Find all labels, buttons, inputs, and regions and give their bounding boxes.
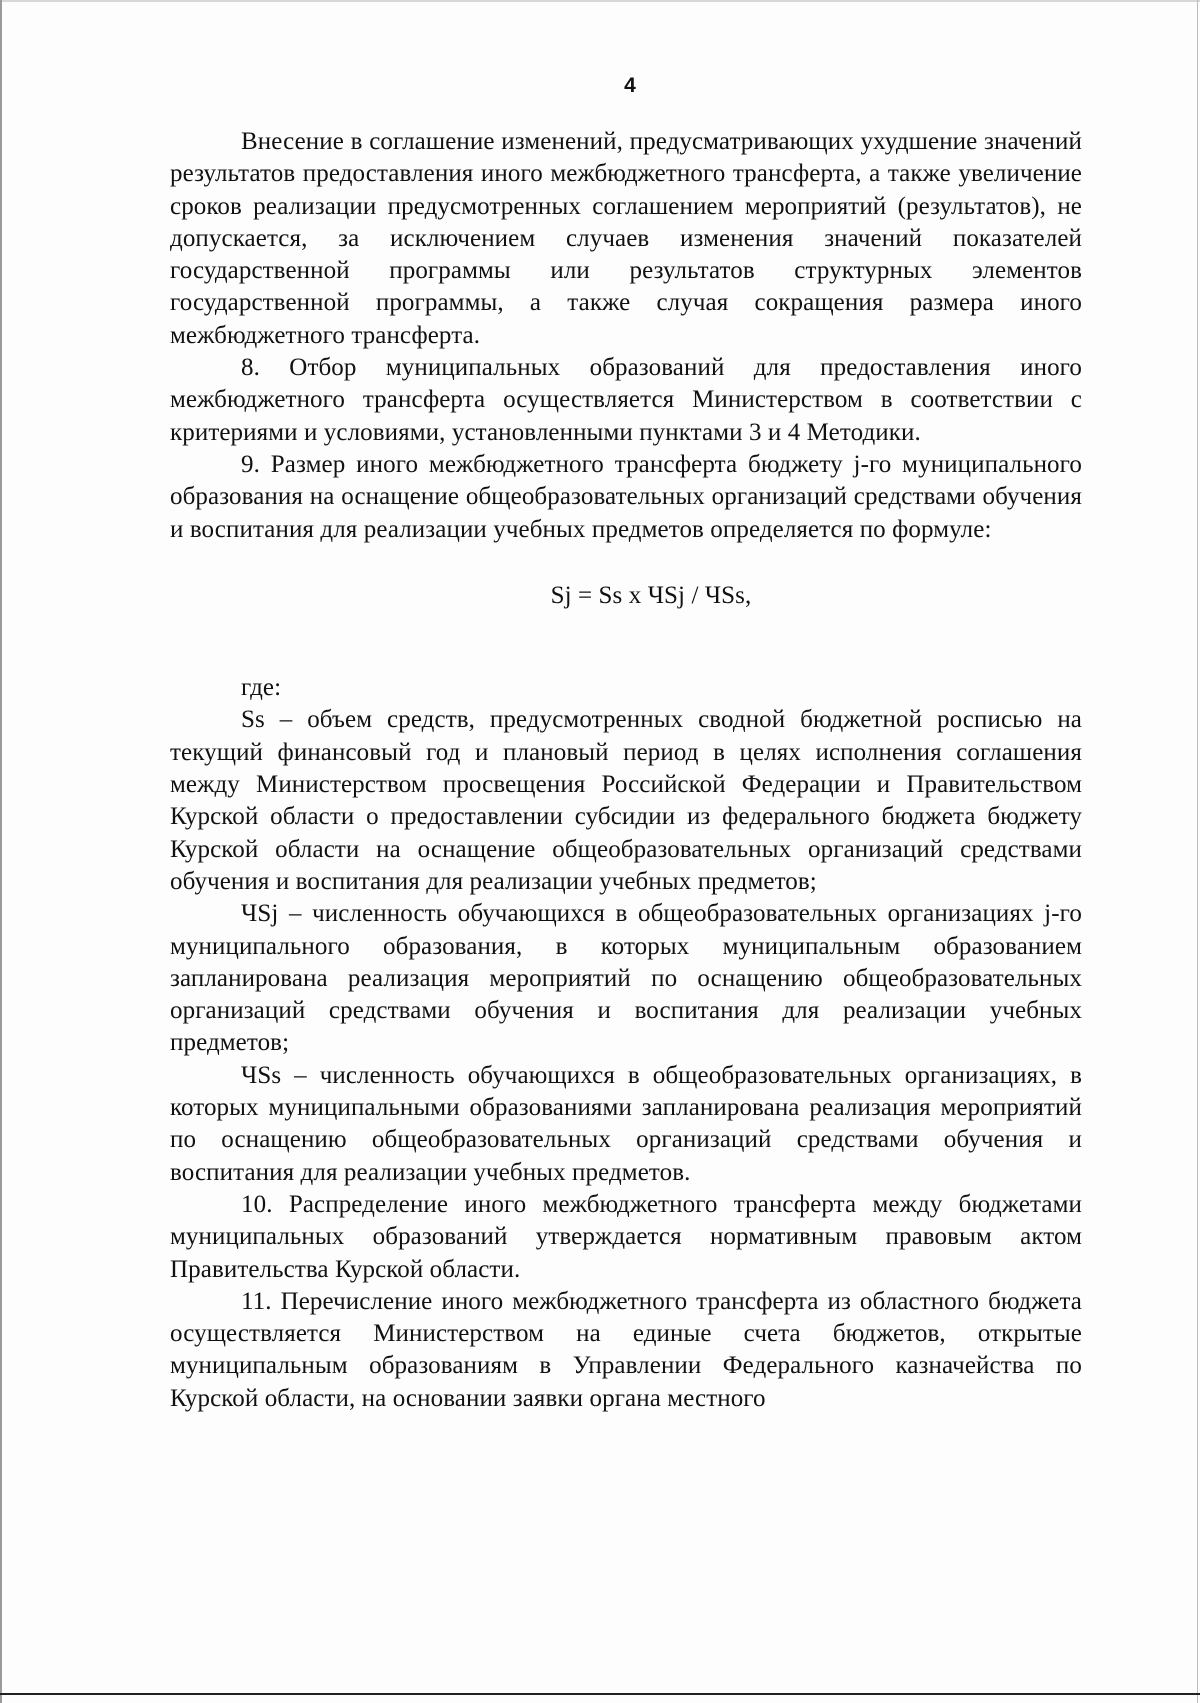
scan-edge-left <box>0 0 2 1703</box>
paragraph-8-selection: 8. Отбор муниципальных образований для предоставления иного межбюджетного трансферта осуществляется Министерством в соответствии с критериями и условиями, установленными пунктами 3 и 4 Методики. <box>170 354 1082 446</box>
document-body <box>170 126 1082 1415</box>
scan-edge-right <box>1197 0 1198 1703</box>
paragraph-10-distribution: 10. Распределение иного межбюджетного трансферта между бюджетами муниципальных образований утверждается нормативным правовым актом Правительства Курской области. <box>170 1190 1082 1283</box>
definition-ss: Ss – объем средств, предусмотренных сводной бюджетной росписью на текущий финансовый год и плановый период в целях исполнения соглашения между Министерством просвещения Российской Федерации и Правительством Курской области о предоставлении субсидии из федерального бюджета бюджету Курской области на оснащение общеобразовательных организаций средствами обучения и воспитания для реализации учебных предметов; <box>170 706 1082 895</box>
scan-edge-top <box>0 0 1200 2</box>
scan-edge-bottom <box>0 1693 1200 1695</box>
paragraph-amendments: Внесение в соглашение изменений, предусматривающих ухудшение значений результатов предоставления иного межбюджетного трансферта, а также увеличение сроков реализации предусмотренных соглашением мероприятий (результатов), не допускается, за исключением случаев изменения значений показателей государственной программы или результатов структурных элементов государственной программы, а также случая сокращения размера иного межбюджетного трансферта. <box>170 128 1082 349</box>
where-label: где: <box>241 674 282 702</box>
definition-chsj: ЧSj – численность обучающихся в общеобразовательных организациях j-го муниципального образования, в которых муниципальным образованием запланирована реализация мероприятий по оснащению общеобразовательных организаций средствами обучения и воспитания для реализации учебных предметов; <box>170 900 1082 1057</box>
paragraph-9-size: 9. Размер иного межбюджетного трансферта бюджету j-го муниципального образования на оснащение общеобразовательных организаций средствами обучения и воспитания для реализации учебных предметов определяется по формуле: <box>170 450 1082 543</box>
definition-chss: ЧSs – численность обучающихся в общеобразовательных организациях, в которых муниципальными образованиями запланирована реализация мероприятий по оснащению общеобразовательных организаций средствами обучения и воспитания для реализации учебных предметов. <box>170 1061 1082 1186</box>
paragraph-11-transfer: 11. Перечисление иного межбюджетного трансферта из областного бюджета осуществляется Министерством на единые счета бюджетов, открытые муниципальным образованиям в Управлении Федерального казначейства по Курской области, на основании заявки органа местного <box>170 1287 1082 1412</box>
page-number: 4 <box>624 74 636 97</box>
formula: Sj = Ss х ЧSj / ЧSs, <box>550 581 752 609</box>
